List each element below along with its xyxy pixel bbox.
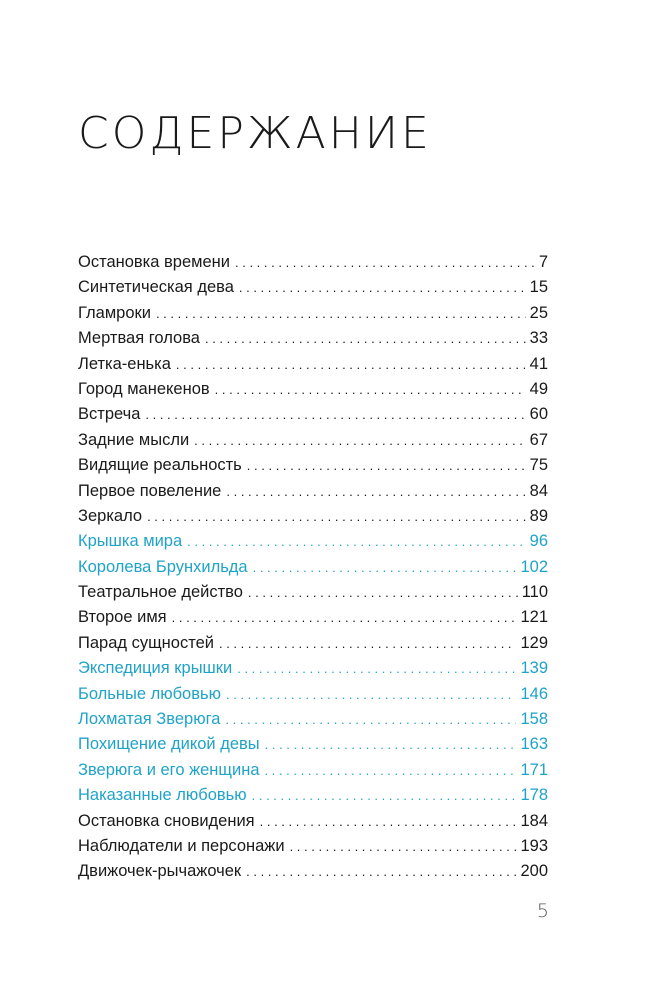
- dot-leader: [239, 275, 526, 300]
- toc-entry[interactable]: [78, 529, 548, 554]
- dot-leader: [290, 834, 517, 859]
- toc-entry-title: Движочек-рычажочек: [78, 862, 242, 881]
- toc-entry-page-number: 102: [520, 557, 548, 576]
- dot-leader: [237, 656, 516, 681]
- toc-entry[interactable]: [78, 555, 548, 580]
- page-number: 5: [536, 900, 549, 922]
- dot-leader: [145, 402, 525, 427]
- dot-leader: [248, 580, 518, 605]
- toc-entry-title: Остановка сновидения: [78, 811, 255, 830]
- toc-entry-title: Первое повеление: [78, 481, 222, 500]
- toc-entry[interactable]: [78, 631, 548, 656]
- toc-entry-title: Королева Брунхильда: [78, 557, 248, 576]
- dot-leader: [172, 605, 517, 630]
- toc-entry-title: Наказанные любовью: [78, 786, 247, 805]
- toc-entry-page-number: 193: [520, 836, 548, 855]
- toc-entry-page-number: 67: [529, 430, 548, 449]
- toc-entry-page-number: 139: [520, 659, 548, 678]
- toc-entry-title: Летка-енька: [78, 354, 171, 373]
- toc-entry[interactable]: [78, 732, 548, 757]
- toc-entry-page-number: 84: [529, 481, 548, 500]
- dot-leader: [265, 758, 517, 783]
- toc-entry[interactable]: [78, 275, 548, 300]
- table-of-contents: [78, 250, 548, 885]
- toc-entry[interactable]: [78, 605, 548, 630]
- dot-leader: [253, 555, 517, 580]
- toc-entry[interactable]: [78, 377, 548, 402]
- toc-entry[interactable]: [78, 580, 548, 605]
- toc-entry-page-number: 33: [529, 329, 548, 348]
- dot-leader: [194, 428, 525, 453]
- toc-entry[interactable]: [78, 352, 548, 377]
- dot-leader: [260, 809, 517, 834]
- toc-entry-page-number: 15: [529, 278, 548, 297]
- dot-leader: [226, 682, 517, 707]
- toc-entry[interactable]: [78, 707, 548, 732]
- toc-entry[interactable]: [78, 783, 548, 808]
- toc-entry-page-number: 129: [520, 633, 548, 652]
- toc-entry-page-number: 146: [520, 684, 548, 703]
- toc-entry-title: Город манекенов: [78, 379, 210, 398]
- dot-leader: [265, 732, 517, 757]
- toc-entry[interactable]: [78, 809, 548, 834]
- dot-leader: [219, 631, 516, 656]
- toc-entry-page-number: 184: [520, 811, 548, 830]
- toc-entry-title: Синтетическая дева: [78, 278, 234, 297]
- toc-entry-page-number: 110: [521, 583, 548, 602]
- toc-entry-page-number: 158: [520, 710, 548, 729]
- toc-entry[interactable]: [78, 301, 548, 326]
- toc-entry-page-number: 60: [529, 405, 548, 424]
- toc-entry-title: Зеркало: [78, 506, 143, 525]
- toc-entry[interactable]: [78, 682, 548, 707]
- toc-entry-page-number: 200: [520, 862, 548, 881]
- toc-entry-title: Гламроки: [78, 303, 151, 322]
- toc-entry-page-number: 75: [529, 456, 548, 475]
- toc-entry-page-number: 163: [520, 735, 548, 754]
- dot-leader: [215, 377, 526, 402]
- toc-entry-title: Задние мысли: [78, 430, 190, 449]
- toc-entry-title: Остановка времени: [78, 253, 230, 271]
- toc-entry-title: Похищение дикой девы: [78, 735, 260, 754]
- dot-leader: [176, 352, 526, 377]
- toc-entry[interactable]: [78, 758, 548, 783]
- toc-entry-title: Театральное действо: [78, 583, 243, 602]
- toc-entry-title: Наблюдатели и персонажи: [78, 836, 285, 855]
- dot-leader: [235, 250, 535, 275]
- toc-entry-page-number: 171: [520, 760, 548, 779]
- dot-leader: [226, 479, 525, 504]
- toc-entry-page-number: 41: [529, 354, 548, 373]
- toc-entry-title: Экспедиция крышки: [78, 659, 233, 678]
- toc-entry-title: Зверюга и его женщина: [78, 760, 260, 779]
- toc-entry[interactable]: [78, 250, 548, 275]
- dot-leader: [156, 301, 526, 326]
- toc-entry[interactable]: [78, 479, 548, 504]
- toc-entry-page-number: 89: [529, 506, 548, 525]
- toc-entry[interactable]: [78, 834, 548, 859]
- dot-leader: [225, 707, 516, 732]
- toc-entry[interactable]: [78, 326, 548, 351]
- toc-entry-page-number: 25: [529, 303, 548, 322]
- toc-entry-title: Видящие реальность: [78, 456, 242, 475]
- toc-entry-title: Мертвая голова: [78, 329, 200, 348]
- toc-entry-page-number: 7: [538, 253, 548, 271]
- toc-entry[interactable]: [78, 453, 548, 478]
- toc-entry-title: Лохматая Зверюга: [78, 710, 221, 729]
- dot-leader: [247, 453, 526, 478]
- toc-entry-title: Второе имя: [78, 608, 167, 627]
- toc-entry-title: Встреча: [78, 405, 141, 424]
- dot-leader: [147, 504, 526, 529]
- toc-entry-title: Крышка мира: [78, 532, 183, 551]
- toc-entry[interactable]: [78, 402, 548, 427]
- toc-entry-title: Парад сущностей: [78, 633, 214, 652]
- toc-entry[interactable]: [78, 656, 548, 681]
- toc-entry-page-number: 49: [529, 379, 548, 398]
- toc-entry[interactable]: [78, 428, 548, 453]
- toc-entry-page-number: 96: [529, 532, 548, 551]
- dot-leader: [246, 859, 516, 884]
- page-title: СОДЕРЖАНИЕ: [78, 108, 432, 159]
- toc-entry-title: Больные любовью: [78, 684, 221, 703]
- toc-entry[interactable]: [78, 859, 548, 884]
- toc-entry[interactable]: [78, 504, 548, 529]
- toc-entry-page-number: 178: [520, 786, 548, 805]
- dot-leader: [187, 529, 526, 554]
- dot-leader: [252, 783, 517, 808]
- toc-entry-page-number: 121: [520, 608, 548, 627]
- dot-leader: [205, 326, 526, 351]
